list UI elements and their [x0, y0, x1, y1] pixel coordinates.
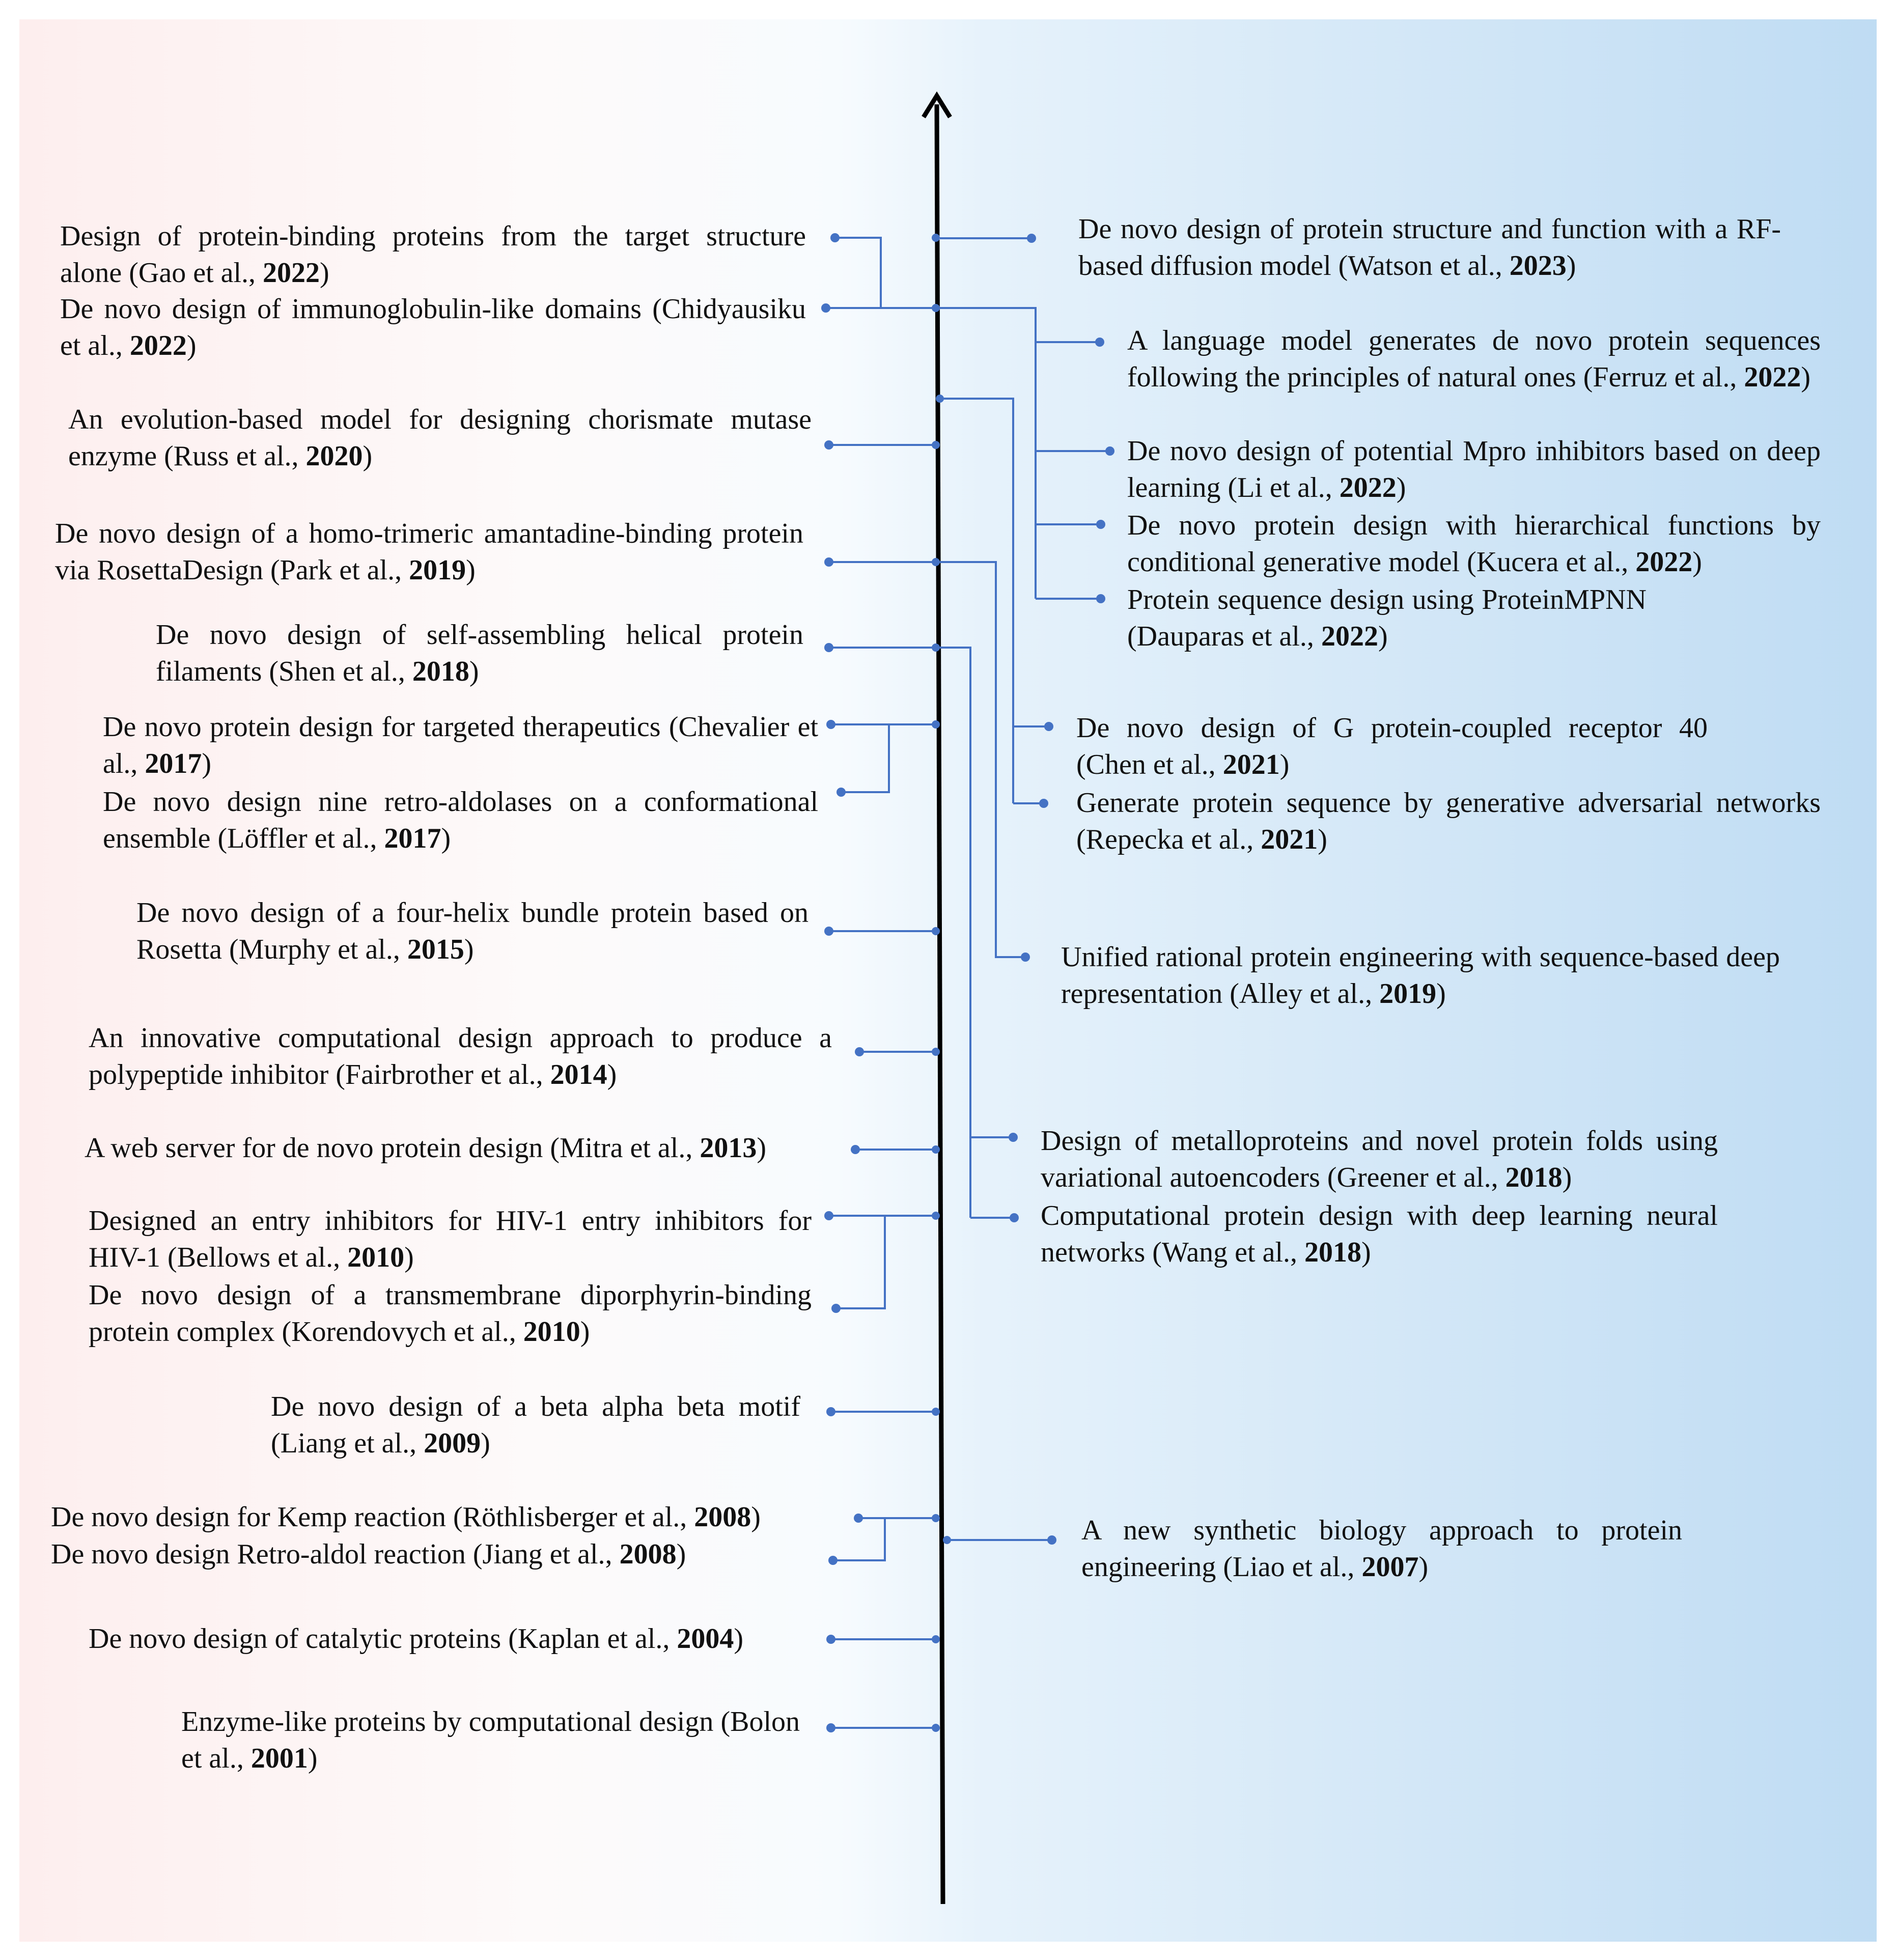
entry-park: De novo design of a homo-trimeric amantadine-binding protein via RosettaDesign (Park et al., 2019): [55, 518, 803, 586]
dot-ferruz: [1095, 338, 1104, 347]
axis-junction-0: [932, 234, 940, 242]
dot-park: [824, 557, 833, 567]
axis-junction-6: [932, 927, 940, 935]
axis-junction-2: [932, 441, 940, 449]
entry-rothlisberger: De novo design for Kemp reaction (Röthlisberger et al., 2008): [51, 1501, 761, 1533]
connector-2018-group: [940, 648, 970, 1218]
dot-russ: [824, 440, 833, 450]
entry-fairbrother: An innovative computational design approach to produce a polypeptide inhibitor (Fairbrother et al., 2014): [89, 1022, 832, 1090]
dot-korendovych: [831, 1304, 841, 1313]
entry-wang: Computational protein design with deep learning neural networks (Wang et al., 2018): [1041, 1200, 1718, 1268]
dot-jiang: [828, 1556, 838, 1565]
axis-junction-1: [932, 304, 940, 312]
axis-junction-10: [932, 1408, 940, 1416]
connector-gao: [835, 238, 936, 308]
entry-korendovych: De novo design of a transmembrane diporphyrin-binding protein complex (Korendovych et al., 2010): [89, 1279, 812, 1348]
entry-li: De novo design of potential Mpro inhibitors based on deep learning (Li et al., 2022): [1127, 435, 1821, 503]
dot-wang: [1010, 1213, 1019, 1222]
entry-loffler: De novo design nine retro-aldolases on a conformational ensemble (Löffler et al., 2017): [103, 786, 818, 854]
connector-korendovych: [836, 1216, 885, 1308]
connector-loffler: [841, 724, 889, 792]
entry-chen: De novo design of G protein-coupled receptor 40 (Chen et al., 2021): [1076, 712, 1708, 780]
connector-2022-group: [940, 308, 1036, 599]
dot-chen: [1044, 722, 1053, 731]
dot-chevalier: [826, 720, 835, 729]
dot-bellows: [824, 1211, 833, 1220]
axis-junction-12: [932, 1635, 940, 1643]
axis-junction-4: [932, 643, 940, 652]
entry-chidyausiku: De novo design of immunoglobulin-like domains (Chidyausiku et al., 2022): [60, 293, 806, 361]
dot-bolon: [826, 1723, 835, 1732]
dot-dauparas: [1096, 594, 1105, 603]
entry-liao: A new synthetic biology approach to protein engineering (Liao et al., 2007): [1081, 1515, 1682, 1583]
entry-russ: An evolution-based model for designing chorismate mutase enzyme (Russ et al., 2020): [68, 404, 812, 472]
entry-bellows: Designed an entry inhibitors for HIV-1 entry inhibitors for HIV-1 (Bellows et al., 2010): [89, 1205, 812, 1273]
axis-junction-3: [932, 558, 940, 566]
axis-junction-8: [932, 1145, 940, 1154]
entry-dauparas: Protein sequence design using ProteinMPNN (Dauparas et al., 2022): [1127, 584, 1647, 652]
entry-murphy: De novo design of a four-helix bundle protein based on Rosetta (Murphy et al., 2015): [136, 897, 808, 965]
axis-junction-9: [932, 1212, 940, 1220]
dot-li: [1105, 446, 1114, 456]
dot-fairbrother: [855, 1047, 864, 1056]
entry-ferruz: A language model generates de novo protein sequences following the principles of natural ones (Ferruz et al., 2022): [1127, 325, 1821, 393]
axis-junction-liao: [943, 1536, 951, 1544]
entry-watson: De novo design of protein structure and function with a RF-based diffusion model (Watson et al., 2023): [1078, 213, 1781, 282]
dot-mitra: [851, 1145, 860, 1154]
entry-liang: De novo design of a beta alpha beta motif (Liang et al., 2009): [271, 1391, 800, 1459]
dot-chidyausiku: [821, 303, 830, 313]
entry-chevalier: De novo protein design for targeted therapeutics (Chevalier et al., 2017): [103, 711, 818, 779]
dot-greener: [1009, 1133, 1018, 1142]
entry-gao: Design of protein-binding proteins from the target structure alone (Gao et al., 2022): [60, 220, 806, 289]
entry-alley: Unified rational protein engineering with sequence-based deep representation (Alley et al., 2019): [1061, 941, 1780, 1010]
dot-liao: [1047, 1535, 1056, 1545]
dot-gao: [830, 233, 840, 242]
dot-shen: [824, 643, 833, 652]
entry-jiang: De novo design Retro-aldol reaction (Jiang et al., 2008): [51, 1538, 686, 1570]
dot-rothlisberger: [854, 1514, 863, 1523]
dot-alley: [1021, 953, 1030, 962]
entry-shen: De novo design of self-assembling helical protein filaments (Shen et al., 2018): [156, 619, 803, 687]
entry-greener: Design of metalloproteins and novel protein folds using variational autoencoders (Greener et al., 2018): [1041, 1125, 1718, 1193]
connector-2021-group: [940, 399, 1013, 803]
axis-junction-11: [932, 1514, 940, 1522]
dot-liang: [826, 1407, 835, 1416]
time-axis: [937, 104, 943, 1904]
dot-loffler: [837, 788, 846, 797]
axis-junction-5: [932, 720, 940, 729]
entry-mitra: A web server for de novo protein design (Mitra et al., 2013): [85, 1132, 766, 1164]
axis-junction-7: [932, 1048, 940, 1056]
axis-junction-2021: [936, 395, 944, 403]
entry-repecka: Generate protein sequence by generative adversarial networks (Repecka et al., 2021): [1076, 787, 1821, 855]
dot-murphy: [824, 927, 833, 936]
entry-bolon: Enzyme-like proteins by computational design (Bolon et al., 2001): [181, 1706, 800, 1774]
dot-watson: [1027, 234, 1036, 243]
axis-junction-13: [932, 1724, 940, 1732]
dot-repecka: [1039, 799, 1048, 808]
dot-kucera: [1096, 520, 1105, 529]
entry-kaplan: De novo design of catalytic proteins (Kaplan et al., 2004): [89, 1623, 744, 1655]
entry-kucera: De novo protein design with hierarchical functions by conditional generative model (Kucera et al., 2022): [1127, 510, 1821, 578]
